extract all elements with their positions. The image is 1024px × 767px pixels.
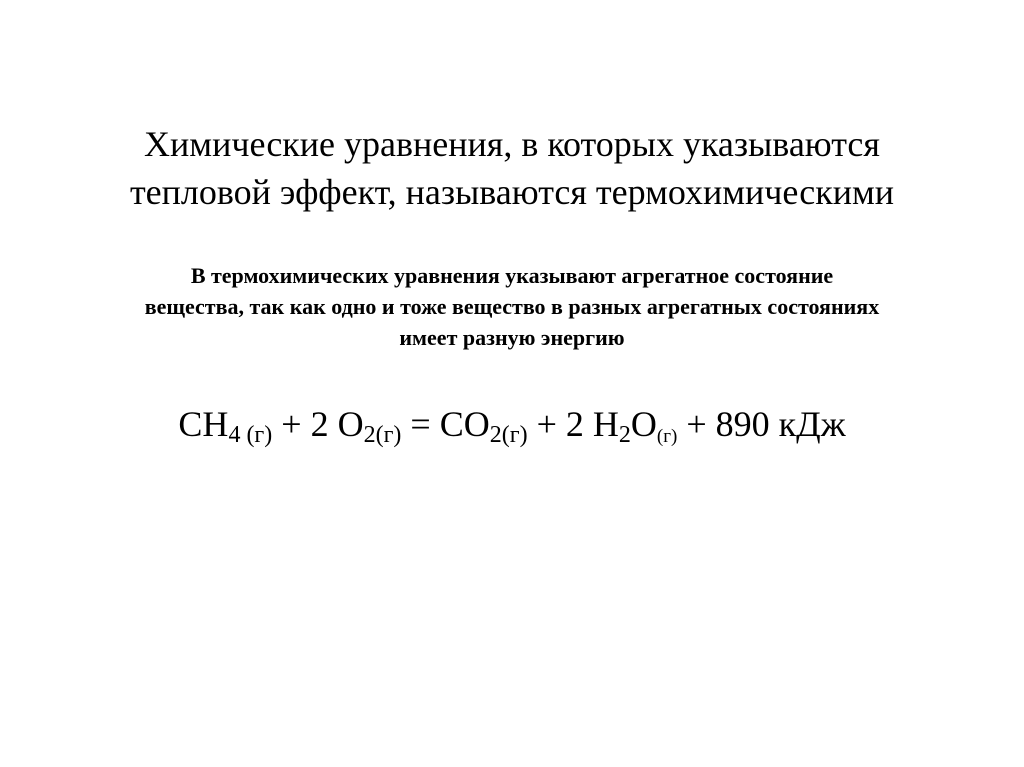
plus-sign-1: + 2 xyxy=(272,404,338,444)
subtitle-line-1: В термохимических уравнения указывают агрегатное состояние xyxy=(190,263,834,288)
energy-value: 890 кДж xyxy=(715,404,846,444)
co2-base: CO xyxy=(439,404,490,444)
title-line-1: Химические уравнения, в которых указываются xyxy=(144,124,880,164)
plus-sign-3: + xyxy=(677,404,716,444)
ch4-formula xyxy=(178,404,273,448)
h2o-state: (г) xyxy=(656,426,678,447)
h2o-subscript: 2 xyxy=(618,422,631,448)
slide-subtitle xyxy=(20,260,1004,353)
o2-base: O xyxy=(337,404,364,444)
co2-formula xyxy=(439,404,528,448)
ch4-subscript: 4 (г) xyxy=(228,422,273,448)
o2-subscript: 2(г) xyxy=(363,422,402,448)
h2o-o: O xyxy=(630,404,657,444)
h2o-h: H xyxy=(592,404,619,444)
o2-formula xyxy=(337,404,402,448)
thermochemical-equation xyxy=(0,400,1024,448)
equals-sign: = xyxy=(401,404,440,444)
slide-title xyxy=(40,120,984,216)
subtitle-line-2: вещества, так как одно и тоже вещество в разных агрегатных состояниях xyxy=(144,294,880,319)
title-line-2: тепловой эффект, называются термохимическими xyxy=(129,172,895,212)
h2o-formula xyxy=(592,404,678,448)
co2-subscript: 2(г) xyxy=(489,422,528,448)
ch4-base: CH xyxy=(178,404,229,444)
plus-sign-2: + 2 xyxy=(527,404,593,444)
subtitle-line-3: имеет разную энергию xyxy=(399,325,625,350)
